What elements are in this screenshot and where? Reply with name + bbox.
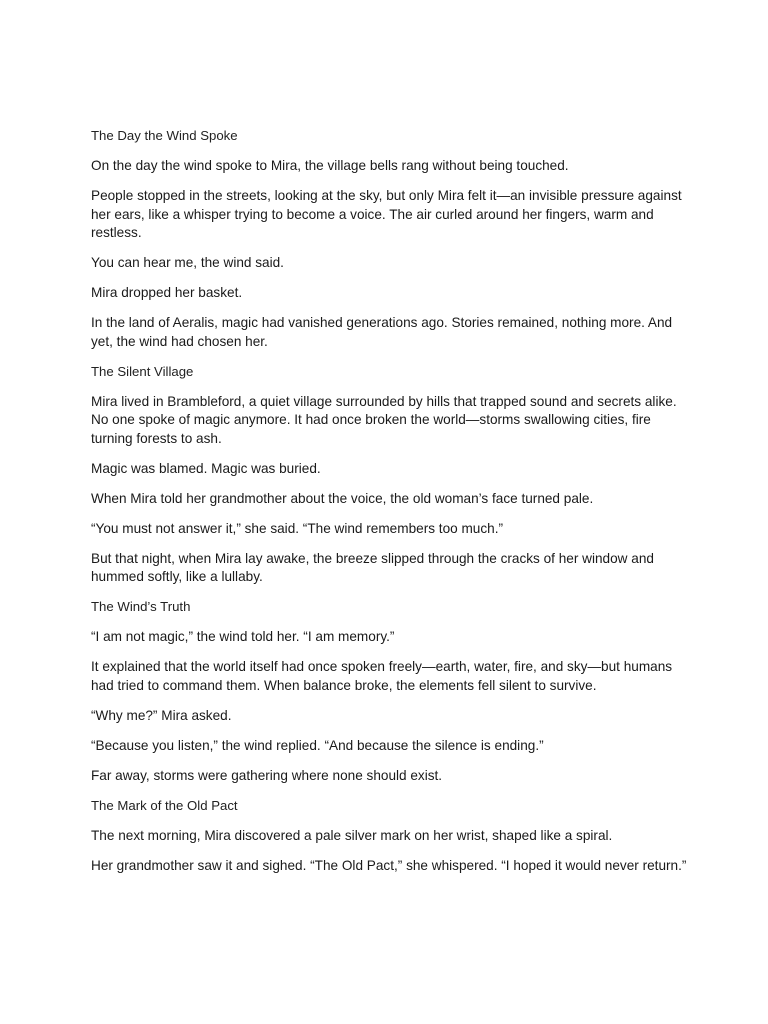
- paragraph: Mira lived in Brambleford, a quiet village surrounded by hills that trapped sound and secrets alike. No one spoke of magic anymore. It had once broken the world—storms swallowing cities, fire turning forests to ash.: [91, 393, 677, 446]
- section-heading: The Mark of the Old Pact: [91, 797, 238, 813]
- paragraph: In the land of Aeralis, magic had vanished generations ago. Stories remained, nothing more. And yet, the wind had chosen her.: [91, 315, 673, 349]
- paragraph: “Because you listen,” the wind replied. “And because the silence is ending.”: [91, 737, 544, 753]
- paragraph: But that night, when Mira lay awake, the breeze slipped through the cracks of her window and hummed softly, like a lullaby.: [91, 550, 654, 584]
- paragraph: Her grandmother saw it and sighed. “The Old Pact,” she whispered. “I hoped it would never return.”: [91, 857, 687, 873]
- paragraph: You can hear me, the wind said.: [91, 255, 284, 270]
- document-body: [91, 127, 691, 887]
- paragraph: “Why me?” Mira asked.: [91, 707, 232, 723]
- section-heading: The Silent Village: [91, 363, 194, 379]
- paragraph: “I am not magic,” the wind told her. “I am memory.”: [91, 629, 395, 644]
- paragraph: Far away, storms were gathering where none should exist.: [91, 767, 443, 783]
- paragraph: On the day the wind spoke to Mira, the village bells rang without being touched.: [91, 158, 569, 173]
- section-heading: The Day the Wind Spoke: [91, 128, 238, 143]
- paragraph: Mira dropped her basket.: [91, 285, 243, 300]
- section-heading: The Wind’s Truth: [91, 599, 191, 614]
- paragraph: It explained that the world itself had once spoken freely—earth, water, fire, and sky—but humans had tried to command them. When balance broke, the elements fell silent to survive.: [91, 659, 673, 693]
- paragraph: “You must not answer it,” she said. “The wind remembers too much.”: [91, 520, 504, 536]
- paragraph: When Mira told her grandmother about the voice, the old woman’s face turned pale.: [91, 490, 594, 506]
- paragraph: Magic was blamed. Magic was buried.: [91, 460, 321, 476]
- paragraph: The next morning, Mira discovered a pale silver mark on her wrist, shaped like a spiral.: [91, 827, 613, 843]
- paragraph: People stopped in the streets, looking at the sky, but only Mira felt it—an invisible pressure against her ears, like a whisper trying to become a voice. The air curled around her fingers, warm and restless.: [91, 188, 682, 240]
